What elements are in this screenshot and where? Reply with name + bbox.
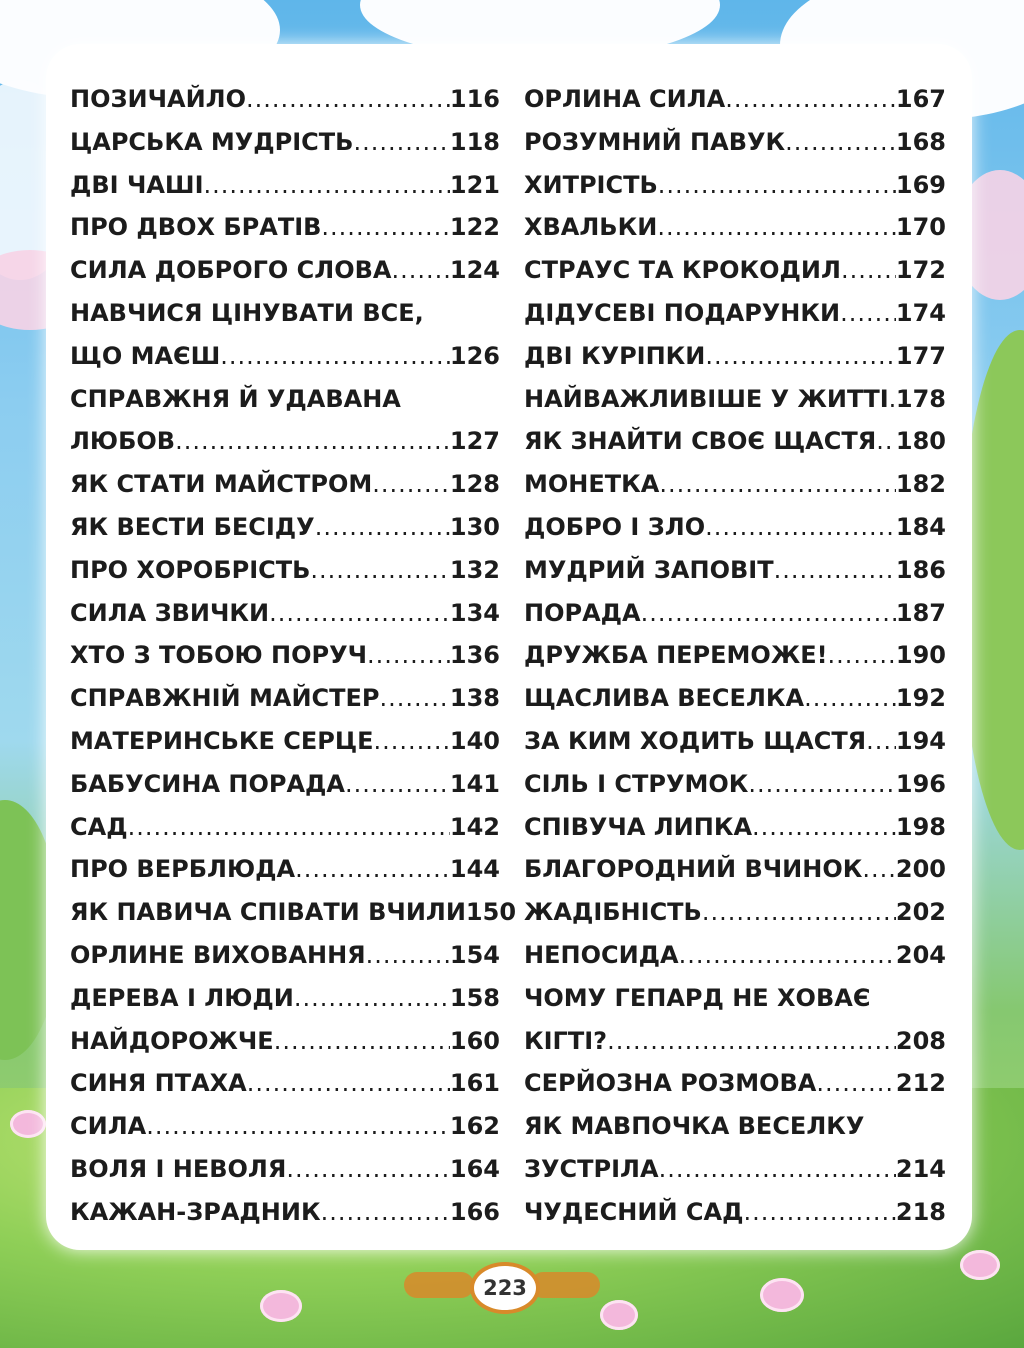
toc-entry-page: 169 bbox=[895, 170, 946, 199]
toc-leader-dots bbox=[725, 78, 896, 121]
toc-entry bbox=[70, 763, 500, 806]
toc-entry-title: ЦАРСЬКА МУДРІСТЬ bbox=[70, 127, 354, 156]
toc-entry-page: 166 bbox=[449, 1197, 500, 1226]
toc-entry-page: 144 bbox=[449, 855, 500, 884]
toc-entry-title: ХИТРІСТЬ bbox=[524, 170, 658, 199]
toc-entry-title: ДЕРЕВА І ЛЮДИ bbox=[70, 983, 294, 1012]
toc-leader-dots bbox=[380, 677, 450, 720]
toc-entry bbox=[524, 848, 946, 891]
page-number: 223 bbox=[470, 1262, 540, 1314]
toc-entry-page: 194 bbox=[895, 726, 946, 755]
toc-entry bbox=[70, 592, 500, 635]
toc-entry-title: ДВІ КУРІПКИ bbox=[524, 341, 706, 370]
toc-entry-title: КІГТІ? bbox=[524, 1026, 608, 1055]
toc-entry bbox=[70, 121, 500, 164]
toc-entry bbox=[70, 78, 500, 121]
toc-entry-title: НАЙДОРОЖЧЕ bbox=[70, 1026, 274, 1055]
toc-entry bbox=[524, 1062, 946, 1105]
toc-entry bbox=[70, 677, 500, 720]
toc-entry-page: 118 bbox=[449, 127, 500, 156]
toc-entry-page: 178 bbox=[895, 384, 946, 413]
toc-entry bbox=[524, 378, 946, 421]
toc-entry-page: 198 bbox=[895, 812, 946, 841]
toc-entry-title: МОНЕТКА bbox=[524, 470, 660, 499]
toc-leader-dots bbox=[315, 506, 450, 549]
toc-entry bbox=[524, 677, 946, 720]
toc-leader-dots bbox=[175, 420, 450, 463]
toc-entry bbox=[524, 934, 946, 977]
toc-leader-dots bbox=[702, 891, 896, 934]
toc-entry-title: СПРАВЖНЯ Й УДАВАНА bbox=[70, 384, 401, 413]
toc-entry-page: 204 bbox=[895, 940, 946, 969]
toc-entry bbox=[524, 1105, 946, 1148]
toc-entry-page: 184 bbox=[895, 512, 946, 541]
toc-entry-title: СЕРЙОЗНА РОЗМОВА bbox=[524, 1069, 817, 1098]
toc-leader-dots bbox=[785, 121, 896, 164]
toc-leader-dots bbox=[658, 164, 896, 207]
toc-entry bbox=[524, 763, 946, 806]
toc-entry-page: 154 bbox=[449, 940, 500, 969]
toc-leader-dots bbox=[274, 1020, 450, 1063]
toc-entry-page: 136 bbox=[449, 641, 500, 670]
toc-entry-page: 121 bbox=[449, 170, 500, 199]
toc-entry bbox=[70, 1148, 500, 1191]
toc-leader-dots bbox=[705, 506, 896, 549]
contents-left-column bbox=[70, 78, 517, 1234]
toc-entry-page: 140 bbox=[449, 726, 500, 755]
toc-entry-title: ДІДУСЕВІ ПОДАРУНКИ bbox=[524, 298, 841, 327]
toc-entry bbox=[70, 891, 517, 934]
toc-entry bbox=[524, 121, 946, 164]
toc-entry-page: 177 bbox=[895, 341, 946, 370]
flower-icon bbox=[960, 1250, 1000, 1280]
toc-entry-title: ДОБРО І ЗЛО bbox=[524, 512, 706, 541]
toc-entry bbox=[524, 249, 946, 292]
toc-entry-title: САД bbox=[70, 812, 128, 841]
toc-entry bbox=[70, 848, 500, 891]
toc-entry bbox=[524, 78, 946, 121]
toc-leader-dots bbox=[321, 1191, 450, 1234]
toc-entry-title: МАТЕРИНСЬКЕ СЕРЦЕ bbox=[70, 726, 374, 755]
toc-leader-dots bbox=[607, 1020, 896, 1063]
toc-entry bbox=[70, 463, 500, 506]
toc-entry bbox=[70, 164, 500, 207]
toc-entry-title: ЖАДІБНІСТЬ bbox=[524, 898, 702, 927]
toc-leader-dots bbox=[659, 1148, 896, 1191]
toc-entry bbox=[524, 292, 946, 335]
toc-entry-title: ЯК ПАВИЧА СПІВАТИ ВЧИЛИ bbox=[70, 898, 466, 927]
toc-entry-page: 124 bbox=[449, 256, 500, 285]
toc-entry bbox=[70, 1191, 500, 1234]
toc-entry-title: СИЛА ЗВИЧКИ bbox=[70, 598, 270, 627]
toc-entry bbox=[524, 720, 946, 763]
toc-entry-page: 134 bbox=[449, 598, 500, 627]
toc-leader-dots bbox=[752, 806, 896, 849]
toc-entry bbox=[524, 592, 946, 635]
toc-entry-title: ХТО З ТОБОЮ ПОРУЧ bbox=[70, 641, 368, 670]
toc-leader-dots bbox=[748, 763, 896, 806]
toc-entry-title: ЧУДЕСНИЙ САД bbox=[524, 1197, 744, 1226]
toc-entry-page: 122 bbox=[449, 213, 500, 242]
toc-entry bbox=[70, 720, 500, 763]
toc-entry bbox=[70, 934, 500, 977]
toc-entry-title: ПРО ДВОХ БРАТІВ bbox=[70, 213, 322, 242]
toc-entry bbox=[524, 420, 946, 463]
toc-entry-title: ЗА КИМ ХОДИТЬ ЩАСТЯ bbox=[524, 726, 867, 755]
toc-leader-dots bbox=[657, 206, 896, 249]
toc-entry-title: ЛЮБОВ bbox=[70, 427, 176, 456]
toc-entry-page: 150 bbox=[465, 898, 517, 927]
flower-icon bbox=[10, 1110, 46, 1138]
toc-leader-dots bbox=[128, 806, 450, 849]
toc-leader-dots bbox=[310, 549, 449, 592]
toc-entry bbox=[524, 206, 946, 249]
toc-leader-dots bbox=[876, 420, 896, 463]
toc-entry bbox=[70, 977, 500, 1020]
toc-entry bbox=[70, 1062, 500, 1105]
toc-entry-title: РОЗУМНИЙ ПАВУК bbox=[524, 127, 786, 156]
toc-entry-title: СИЛА ДОБРОГО СЛОВА bbox=[70, 256, 392, 285]
toc-entry-title: БЛАГОРОДНИЙ ВЧИНОК bbox=[524, 855, 863, 884]
toc-entry bbox=[70, 1020, 500, 1063]
toc-entry bbox=[524, 463, 946, 506]
toc-entry-title: ЗУСТРІЛА bbox=[524, 1154, 659, 1183]
toc-leader-dots bbox=[659, 463, 896, 506]
toc-entry bbox=[524, 1148, 946, 1191]
toc-leader-dots bbox=[146, 1105, 450, 1148]
toc-entry-page: 130 bbox=[449, 512, 500, 541]
toc-leader-dots bbox=[295, 848, 450, 891]
toc-entry-title: ЩО МАЄШ bbox=[70, 341, 221, 370]
toc-entry-title: СПІВУЧА ЛИПКА bbox=[524, 812, 753, 841]
toc-leader-dots bbox=[220, 335, 450, 378]
toc-entry-page: 172 bbox=[895, 256, 946, 285]
toc-entry-title: ПРО ХОРОБРІСТЬ bbox=[70, 555, 311, 584]
toc-entry-page: 128 bbox=[449, 470, 500, 499]
toc-entry bbox=[70, 506, 500, 549]
toc-entry-title: ЧОМУ ГЕПАРД НЕ ХОВАЄ bbox=[524, 983, 871, 1012]
toc-leader-dots bbox=[246, 78, 450, 121]
toc-entry-page: 142 bbox=[449, 812, 500, 841]
toc-entry-title: СТРАУС ТА КРОКОДИЛ bbox=[524, 256, 841, 285]
toc-entry-page: 162 bbox=[449, 1112, 500, 1141]
toc-entry-title: ОРЛИНА СИЛА bbox=[524, 85, 726, 113]
toc-leader-dots bbox=[705, 335, 896, 378]
toc-leader-dots bbox=[269, 592, 450, 635]
toc-entry bbox=[524, 549, 946, 592]
flower-icon bbox=[260, 1290, 302, 1322]
toc-entry-title: ЯК ВЕСТИ БЕСІДУ bbox=[70, 512, 315, 541]
toc-entry bbox=[524, 1191, 946, 1234]
toc-entry bbox=[70, 292, 500, 335]
toc-entry bbox=[524, 891, 946, 934]
toc-entry bbox=[524, 1020, 946, 1063]
toc-leader-dots bbox=[372, 463, 450, 506]
toc-entry-title: ПОРАДА bbox=[524, 598, 641, 627]
toc-entry-title: СИНЯ ПТАХА bbox=[70, 1069, 247, 1098]
toc-entry bbox=[70, 806, 500, 849]
toc-entry bbox=[70, 1105, 500, 1148]
toc-entry-title: НАЙВАЖЛИВІШЕ У ЖИТТІ bbox=[524, 384, 889, 413]
toc-entry-page: 161 bbox=[449, 1069, 500, 1098]
toc-leader-dots bbox=[679, 934, 896, 977]
toc-entry-page: 180 bbox=[895, 427, 946, 456]
toc-entry bbox=[70, 634, 500, 677]
toc-leader-dots bbox=[816, 1062, 896, 1105]
toc-entry-title: ПРО ВЕРБЛЮДА bbox=[70, 855, 296, 884]
toc-entry-title: МУДРИЙ ЗАПОВІТ bbox=[524, 555, 774, 584]
toc-leader-dots bbox=[366, 934, 450, 977]
toc-entry-page: 190 bbox=[895, 641, 946, 670]
toc-leader-dots bbox=[374, 720, 450, 763]
toc-entry bbox=[524, 506, 946, 549]
toc-entry bbox=[524, 164, 946, 207]
toc-entry-page: 158 bbox=[449, 983, 500, 1012]
toc-entry-page: 127 bbox=[449, 427, 500, 456]
toc-leader-dots bbox=[204, 164, 450, 207]
toc-leader-dots bbox=[294, 977, 450, 1020]
toc-entry-page: 164 bbox=[449, 1154, 500, 1183]
toc-leader-dots bbox=[392, 249, 450, 292]
toc-entry-title: КАЖАН-ЗРАДНИК bbox=[70, 1197, 321, 1226]
toc-leader-dots bbox=[862, 848, 896, 891]
contents-right-column bbox=[524, 78, 946, 1234]
toc-entry bbox=[70, 378, 500, 421]
toc-entry-title: ПОЗИЧАЙЛО bbox=[70, 85, 247, 113]
flower-icon bbox=[760, 1278, 804, 1312]
toc-entry-page: 214 bbox=[895, 1154, 946, 1183]
toc-leader-dots bbox=[866, 720, 896, 763]
toc-entry-title: СИЛА bbox=[70, 1112, 147, 1141]
toc-entry-title: ХВАЛЬКИ bbox=[524, 213, 658, 242]
toc-entry-page: 167 bbox=[895, 85, 946, 113]
toc-entry-page: 168 bbox=[895, 127, 946, 156]
toc-entry bbox=[70, 335, 500, 378]
toc-entry-title: ЩАСЛИВА ВЕСЕЛКА bbox=[524, 684, 805, 713]
toc-leader-dots bbox=[828, 634, 896, 677]
toc-entry-title: БАБУСИНА ПОРАДА bbox=[70, 769, 345, 798]
toc-entry-title: ДВІ ЧАШІ bbox=[70, 170, 204, 199]
toc-entry-page: 132 bbox=[449, 555, 500, 584]
toc-leader-dots bbox=[804, 677, 896, 720]
toc-entry-page: 126 bbox=[449, 341, 500, 370]
ornament-right-icon bbox=[530, 1272, 600, 1298]
toc-entry bbox=[70, 206, 500, 249]
toc-entry-page: 186 bbox=[895, 555, 946, 584]
toc-leader-dots bbox=[889, 378, 896, 421]
toc-leader-dots bbox=[247, 1062, 450, 1105]
toc-entry-page: 182 bbox=[895, 470, 946, 499]
toc-entry bbox=[70, 249, 500, 292]
toc-entry bbox=[524, 335, 946, 378]
toc-entry-page: 208 bbox=[895, 1026, 946, 1055]
toc-leader-dots bbox=[286, 1148, 450, 1191]
toc-entry-title: ВОЛЯ І НЕВОЛЯ bbox=[70, 1154, 287, 1183]
toc-entry-page: 192 bbox=[895, 684, 946, 713]
toc-leader-dots bbox=[841, 249, 896, 292]
toc-entry-title: СІЛЬ І СТРУМОК bbox=[524, 769, 749, 798]
toc-entry-page: 200 bbox=[895, 855, 946, 884]
toc-entry-title: ЯК СТАТИ МАЙСТРОМ bbox=[70, 470, 373, 499]
toc-entry-title: НЕПОСИДА bbox=[524, 940, 679, 969]
toc-entry-title: ДРУЖБА ПЕРЕМОЖЕ! bbox=[524, 641, 828, 670]
toc-entry-page: 116 bbox=[449, 85, 500, 113]
toc-leader-dots bbox=[345, 763, 450, 806]
toc-entry-page: 202 bbox=[895, 898, 946, 927]
toc-entry bbox=[524, 977, 946, 1020]
toc-entry-title: ОРЛИНЕ ВИХОВАННЯ bbox=[70, 940, 366, 969]
toc-entry-title: НАВЧИСЯ ЦІНУВАТИ ВСЕ, bbox=[70, 298, 424, 327]
toc-entry-page: 187 bbox=[895, 598, 946, 627]
ornament-left-icon bbox=[404, 1272, 474, 1298]
toc-entry-page: 218 bbox=[895, 1197, 946, 1226]
toc-entry bbox=[70, 420, 500, 463]
toc-entry bbox=[524, 806, 946, 849]
toc-entry-page: 212 bbox=[895, 1069, 946, 1098]
toc-leader-dots bbox=[774, 549, 896, 592]
toc-entry bbox=[524, 634, 946, 677]
toc-entry-page: 141 bbox=[449, 769, 500, 798]
toc-entry-page: 174 bbox=[895, 298, 946, 327]
toc-leader-dots bbox=[321, 206, 449, 249]
toc-entry-page: 160 bbox=[449, 1026, 500, 1055]
toc-leader-dots bbox=[840, 292, 896, 335]
toc-entry-page: 196 bbox=[895, 769, 946, 798]
toc-leader-dots bbox=[353, 121, 449, 164]
toc-entry bbox=[70, 549, 500, 592]
toc-entry-title: СПРАВЖНІЙ МАЙСТЕР bbox=[70, 684, 380, 713]
toc-leader-dots bbox=[743, 1191, 895, 1234]
toc-entry-title: ЯК МАВПОЧКА ВЕСЕЛКУ bbox=[524, 1112, 865, 1141]
toc-entry-page: 170 bbox=[895, 213, 946, 242]
toc-entry-page: 138 bbox=[449, 684, 500, 713]
toc-leader-dots bbox=[367, 634, 450, 677]
flower-icon bbox=[600, 1300, 638, 1330]
toc-leader-dots bbox=[641, 592, 896, 635]
toc-entry-title: ЯК ЗНАЙТИ СВОЄ ЩАСТЯ bbox=[524, 427, 877, 456]
